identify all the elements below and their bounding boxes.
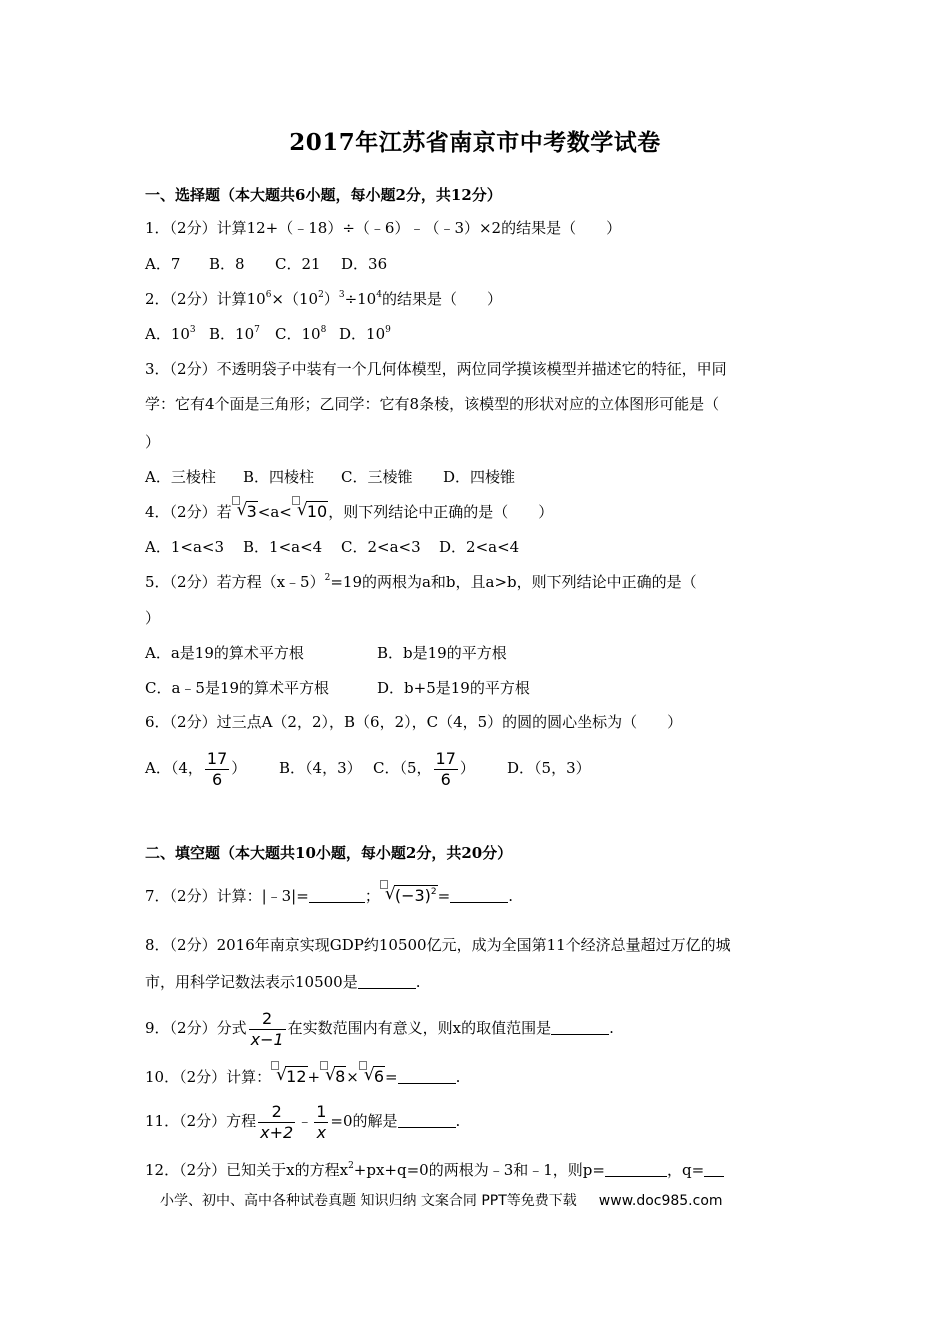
question-2-text-a: 2．（2分）计算10 (145, 290, 266, 308)
radicand-base: (−3) (394, 886, 431, 905)
option-a: A．1<a<3 (145, 538, 224, 556)
question-4-text-a: 4．（2分）若 (145, 503, 232, 521)
question-2-text-c: ） (323, 290, 339, 308)
option-c-close: ） (459, 759, 475, 777)
radicand: 10 (306, 502, 328, 521)
answer-blank[interactable] (309, 888, 365, 903)
question-4-options (145, 537, 519, 557)
option-a-text: A．（4， (145, 759, 203, 777)
radical-sign-icon: √ (276, 1065, 287, 1085)
question-5-text-b: =19的两根为a和b，且a>b，则下列结论中正确的是（ (330, 573, 697, 591)
option-d: D．b+5是19的平方根 (377, 679, 530, 697)
page-footer (160, 1190, 723, 1210)
question-1-options (145, 254, 387, 274)
answer-blank[interactable] (450, 888, 508, 903)
option-c: C．三棱锥 (341, 468, 413, 486)
question-3-line-3: ） (145, 433, 161, 451)
answer-blank[interactable] (358, 974, 416, 989)
option-c-text: C．（5， (373, 759, 432, 777)
option-a (145, 324, 209, 344)
question-8-line-2 (145, 972, 421, 992)
exponent: 8 (320, 325, 327, 335)
option-d-label: D．10 (339, 325, 386, 343)
fraction (314, 1102, 328, 1143)
radical-sign-icon: √ (384, 884, 396, 904)
exponent: 3 (189, 325, 196, 335)
question-5-options-row-2 (145, 678, 530, 698)
question-6: 6．（2分）过三点A（2，2），B（6，2），C（4，5）的圆的圆心坐标为（ ） (145, 713, 683, 731)
answer-blank[interactable] (605, 1162, 667, 1177)
question-1: 1．（2分）计算12+（﹣18）÷（﹣6）﹣（﹣3）×2的结果是（ ） (145, 219, 622, 237)
period: . (609, 1019, 614, 1037)
answer-blank[interactable] (398, 1069, 456, 1084)
denominator: x−1 (250, 1029, 284, 1049)
numerator: 17 (435, 748, 456, 768)
question-8-line-1: 8．（2分）2016年南京实现GDP约10500亿元，成为全国第11个经济总量超过万亿的城 (145, 936, 731, 954)
exponent: 2 (430, 887, 437, 897)
exponent: 2 (348, 1161, 354, 1171)
plus-sign: + (307, 1068, 321, 1086)
exponent: 3 (338, 290, 345, 300)
question-5-line-2: ） (145, 609, 161, 627)
radicand: 6 (373, 1067, 385, 1086)
fraction (258, 1102, 295, 1143)
option-a: A．a是19的算术平方根 (145, 644, 304, 662)
exponent: 4 (376, 290, 382, 300)
exponent: 2 (324, 573, 331, 583)
radicand: 8 (335, 1067, 346, 1086)
question-12-text-b: +px+q=0的两根为﹣3和﹣1，则p= (353, 1161, 605, 1179)
footer-link[interactable]: www.doc985.com (598, 1193, 723, 1209)
denominator: x (314, 1122, 328, 1143)
question-12-text-c: ，q= (666, 1161, 705, 1179)
radical-sign-icon: √ (363, 1065, 375, 1085)
numerator: 17 (206, 748, 228, 768)
option-a-close: ） (231, 759, 247, 777)
answer-blank[interactable] (704, 1162, 724, 1177)
answer-blank[interactable] (398, 1113, 456, 1128)
exponent: 2 (318, 290, 324, 300)
question-7-text-b: ； (364, 887, 380, 905)
period: . (455, 1112, 461, 1130)
answer-blank[interactable] (551, 1020, 609, 1035)
numerator: 2 (271, 1101, 282, 1121)
fraction (434, 749, 458, 790)
numerator: 2 (262, 1008, 273, 1028)
question-3-options (145, 467, 515, 487)
period: . (415, 973, 421, 991)
question-4 (145, 502, 553, 522)
question-2-options (145, 324, 391, 344)
cube-root-6 (359, 1067, 385, 1087)
minus-sign: ﹣ (297, 1112, 313, 1130)
option-b: B．1<a<4 (243, 538, 323, 556)
question-11-text-b: =0的解是 (330, 1112, 398, 1130)
question-8-text: 市，用科学记数法表示10500是 (145, 973, 358, 991)
question-2-text-e: 的结果是（ ） (381, 290, 502, 308)
question-5 (145, 572, 697, 592)
option-d: D．（5，3） (507, 759, 591, 777)
cube-root-8 (320, 1067, 346, 1087)
option-c: C．21 (275, 255, 321, 273)
question-4-text-b: <a< (257, 503, 292, 521)
question-11 (145, 1101, 460, 1143)
fraction (249, 1009, 286, 1050)
option-b: B．（4，3） (279, 759, 362, 777)
question-10 (145, 1067, 460, 1087)
option-b: B．8 (209, 255, 245, 273)
numerator: 1 (316, 1101, 327, 1121)
option-b (209, 324, 275, 344)
question-12-text-a: 12．（2分）已知关于x的方程x (145, 1161, 349, 1179)
option-b-label: B．10 (209, 325, 255, 343)
period: . (508, 887, 513, 905)
question-2 (145, 289, 502, 309)
section-heading-choice: 一、选择题（本大题共6小题，每小题2分，共12分） (145, 186, 502, 204)
question-2-text-d: ÷10 (344, 290, 377, 308)
footer-text: 小学、初中、高中各种试卷真题 知识归纳 文案合同 PPT等免费下载 (160, 1193, 577, 1209)
question-7 (145, 886, 513, 906)
question-7-text-a: 7．（2分）计算：|﹣3|= (145, 887, 309, 905)
cube-root-3 (232, 502, 258, 522)
denominator: 6 (434, 769, 458, 790)
option-c (275, 324, 339, 344)
option-a: A．三棱柱 (145, 468, 216, 486)
question-9 (145, 1008, 614, 1050)
question-4-text-c: ，则下列结论中正确的是（ ） (328, 503, 554, 521)
option-a-label: A．10 (145, 325, 190, 343)
radical-sign-icon: √ (236, 500, 248, 520)
question-3-line-2: 学：它有4个面是三角形；乙同学：它有8条棱，该模型的形状对应的立体图形可能是（ (145, 395, 720, 413)
option-d: D．2<a<4 (439, 538, 520, 556)
question-6-options (145, 746, 591, 790)
denominator: 6 (205, 769, 229, 790)
question-5-options-row-1 (145, 643, 507, 663)
option-c: C．a﹣5是19的算术平方根 (145, 679, 330, 697)
exponent: 9 (385, 325, 391, 335)
option-b: B．b是19的平方根 (377, 644, 507, 662)
question-7-text-c: = (437, 887, 451, 905)
option-a (145, 746, 279, 790)
cube-root-12 (271, 1067, 307, 1087)
cube-root-10 (292, 502, 328, 522)
question-3-line-1: 3．（2分）不透明袋子中装有一个几何体模型，两位同学摸该模型并描述它的特征，甲同 (145, 360, 727, 378)
option-a: A．7 (145, 255, 181, 273)
radicand (394, 885, 438, 905)
option-c-label: C．10 (275, 325, 321, 343)
period: . (455, 1068, 461, 1086)
question-9-text-a: 9．（2分）分式 (145, 1019, 247, 1037)
radicand: 3 (246, 502, 257, 521)
question-9-text-b: 在实数范围内有意义，则x的取值范围是 (287, 1019, 552, 1037)
question-5-text-a: 5．（2分）若方程（x﹣5） (145, 573, 325, 591)
question-10-text-a: 10．（2分）计算： (145, 1068, 272, 1086)
radicand: 12 (286, 1067, 307, 1086)
option-d (339, 324, 391, 344)
exponent: 7 (254, 325, 260, 335)
section-heading-fill: 二、填空题（本大题共10小题，每小题2分，共20分） (145, 844, 513, 862)
page-title: 2017年江苏省南京市中考数学试卷 (289, 129, 661, 156)
option-c (373, 746, 507, 790)
option-b: B．四棱柱 (243, 468, 315, 486)
times-sign: × (346, 1068, 359, 1086)
exponent: 6 (265, 290, 272, 300)
question-11-text-a: 11．（2分）方程 (145, 1112, 257, 1130)
fraction (205, 749, 229, 790)
denominator: x+2 (260, 1122, 294, 1142)
question-10-text-b: = (385, 1068, 398, 1086)
option-d: D．36 (341, 255, 388, 273)
question-2-text-b: ×（10 (271, 290, 319, 308)
question-12 (145, 1160, 724, 1180)
radical-sign-icon: √ (296, 500, 308, 520)
option-c: C．2<a<3 (341, 538, 421, 556)
cube-root-expression (380, 886, 438, 906)
radical-sign-icon: √ (325, 1065, 336, 1085)
option-d: D．四棱锥 (443, 468, 516, 486)
